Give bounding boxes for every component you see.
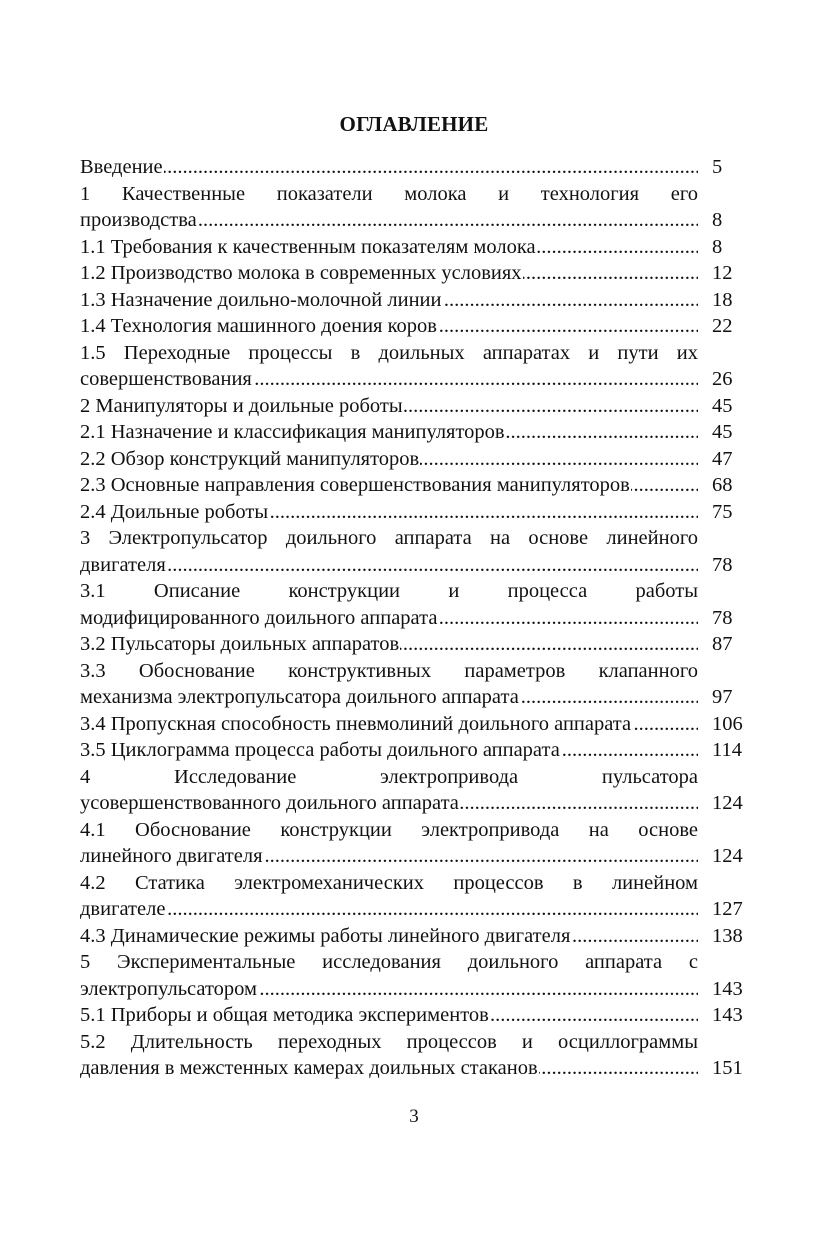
toc-entry-page-number: 12 xyxy=(712,262,733,284)
toc-entry-title: 3.5 Циклограмма процесса работы доильного аппарата xyxy=(80,739,560,761)
toc-entry-title: усовершенствованного доильного аппарата xyxy=(80,792,459,814)
toc-entry-title: 4.3 Динамические режимы работы линейного двигателя xyxy=(80,924,571,947)
toc-entry[interactable] xyxy=(80,949,752,1002)
toc-entry-title: 2.3 Основные направления совершенствования манипуляторов xyxy=(80,474,630,496)
toc-entry[interactable] xyxy=(80,472,752,499)
toc-entry-title: 2.4 Доильные роботы xyxy=(80,500,269,523)
toc-entry-page-number: 45 xyxy=(712,421,733,443)
toc-entry-title: давления в межстенных камерах доильных стаканов xyxy=(80,1057,538,1079)
toc-entry[interactable] xyxy=(80,711,752,738)
toc-entry-page-number: 45 xyxy=(712,394,733,417)
toc-entry-page-number: 87 xyxy=(712,633,733,655)
toc-entry-page-number: 75 xyxy=(712,500,733,523)
toc-entry-title: 1.3 Назначение доильно-молочной линии xyxy=(80,288,442,311)
toc-entry-page-number: 124 xyxy=(712,792,743,814)
toc-entry-leader-line xyxy=(80,260,698,287)
toc-entry-leader-line xyxy=(80,313,698,340)
toc-entry-title: Введение xyxy=(80,156,163,178)
toc-entry-page-number: 106 xyxy=(712,712,743,735)
table-of-contents xyxy=(80,154,752,1082)
toc-entry-title: электропульсатором xyxy=(80,977,257,1000)
toc-entry[interactable] xyxy=(80,525,752,578)
toc-entry[interactable] xyxy=(80,181,752,234)
toc-entry[interactable] xyxy=(80,658,752,711)
toc-entry-title: механизма электропульсатора доильного аппарата xyxy=(80,686,519,708)
toc-entry-title: 1.1 Требования к качественным показателям молока xyxy=(80,235,536,258)
toc-entry-page-number: 127 xyxy=(712,898,743,920)
toc-entry-leader-line xyxy=(80,605,698,632)
toc-entry-title: совершенствования xyxy=(80,368,252,390)
toc-entry-leader-line xyxy=(80,499,698,526)
toc-entry-leader-line xyxy=(80,711,698,738)
toc-entry[interactable] xyxy=(80,313,752,340)
toc-entry-leader-line xyxy=(80,737,698,764)
toc-entry-leader-line xyxy=(80,393,698,420)
toc-entry-leader-line xyxy=(80,631,698,658)
toc-entry-page-number: 143 xyxy=(712,1004,743,1026)
toc-entry[interactable] xyxy=(80,419,752,446)
toc-entry-leader-line xyxy=(80,472,698,499)
toc-entry-title-line: 4.2 Статика электромеханических процессов в линейном xyxy=(80,871,698,894)
toc-entry-title: 1.2 Производство молока в современных условиях xyxy=(80,262,522,284)
toc-entry-title: двигателе xyxy=(80,898,166,920)
toc-entry-page-number: 8 xyxy=(712,235,723,258)
toc-entry-title: двигателя xyxy=(80,553,166,576)
toc-entry-title-line: 5.2 Длительность переходных процессов и осциллограммы xyxy=(80,1030,698,1053)
toc-entry-leader-line xyxy=(80,207,698,234)
page-number: 3 xyxy=(409,1106,419,1127)
toc-entry-leader-line xyxy=(80,1055,698,1082)
toc-entry[interactable] xyxy=(80,764,752,817)
toc-entry[interactable] xyxy=(80,499,752,526)
toc-entry-title: линейного двигателя xyxy=(80,845,263,867)
toc-entry-title: 1.4 Технология машинного доения коров xyxy=(80,315,437,337)
toc-entry-title-line: 4.1 Обоснование конструкции электропривода на основе xyxy=(80,818,698,841)
toc-entry-page-number: 78 xyxy=(712,553,733,576)
toc-entry[interactable] xyxy=(80,1029,752,1082)
toc-entry[interactable] xyxy=(80,737,752,764)
toc-entry-leader-line xyxy=(80,1002,698,1029)
toc-entry-page-number: 22 xyxy=(712,315,733,337)
toc-entry-leader-line xyxy=(80,790,698,817)
toc-entry-leader-line xyxy=(80,976,698,1003)
toc-entry-page-number: 138 xyxy=(712,924,743,947)
toc-entry-page-number: 8 xyxy=(712,209,723,231)
toc-entry-title: 3.4 Пропускная способность пневмолиний доильного аппарата xyxy=(80,712,632,735)
toc-entry-leader-line xyxy=(80,366,698,393)
toc-entry-page-number: 124 xyxy=(712,845,743,867)
toc-entry-page-number: 5 xyxy=(712,156,723,178)
toc-entry-title-line: 3 Электропульсатор доильного аппарата на основе линейного xyxy=(80,527,698,549)
toc-entry-leader-line xyxy=(80,552,698,579)
toc-entry[interactable] xyxy=(80,234,752,261)
toc-entry-title: 3.2 Пульсаторы доильных аппаратов xyxy=(80,633,400,655)
toc-entry-title-line: 5 Экспериментальные исследования доильного аппарата с xyxy=(80,951,698,973)
toc-entry[interactable] xyxy=(80,154,752,181)
toc-entry-page-number: 151 xyxy=(712,1057,743,1079)
toc-entry-leader-line xyxy=(80,234,698,261)
toc-entry[interactable] xyxy=(80,631,752,658)
toc-entry-leader-line xyxy=(80,419,698,446)
toc-entry[interactable] xyxy=(80,817,752,870)
toc-entry-title-line: 3.3 Обоснование конструктивных параметров клапанного xyxy=(80,659,698,682)
toc-entry-page-number: 78 xyxy=(712,606,733,629)
toc-entry-page-number: 47 xyxy=(712,447,733,470)
toc-entry-leader-line xyxy=(80,154,698,181)
toc-entry-page-number: 26 xyxy=(712,368,733,390)
toc-entry[interactable] xyxy=(80,340,752,393)
toc-entry-title-line: 1 Качественные показатели молока и технология его xyxy=(80,182,698,205)
toc-entry[interactable] xyxy=(80,870,752,923)
toc-entry[interactable] xyxy=(80,578,752,631)
page-title: ОГЛАВЛЕНИЕ xyxy=(339,112,489,136)
toc-entry-title: производства xyxy=(80,209,197,231)
toc-entry-title: 2.2 Обзор конструкций манипуляторов xyxy=(80,447,420,470)
toc-entry[interactable] xyxy=(80,923,752,950)
toc-entry-title: модифицированного доильного аппарата xyxy=(80,606,438,629)
toc-entry-leader-line xyxy=(80,446,698,473)
toc-entry-title: 2.1 Назначение и классификация манипуляторов xyxy=(80,421,505,443)
toc-entry[interactable] xyxy=(80,260,752,287)
toc-entry-title: 2 Манипуляторы и доильные роботы xyxy=(80,394,403,417)
toc-entry[interactable] xyxy=(80,287,752,314)
toc-entry-leader-line xyxy=(80,896,698,923)
toc-entry-page-number: 18 xyxy=(712,288,733,311)
toc-entry-title: 5.1 Приборы и общая методика экспериментов xyxy=(80,1004,489,1026)
toc-entry-title-line: 1.5 Переходные процессы в доильных аппаратах и пути их xyxy=(80,341,698,364)
toc-entry-page-number: 97 xyxy=(712,686,733,708)
toc-entry[interactable] xyxy=(80,1002,752,1029)
toc-entry-title-line: 4 Исследование электропривода пульсатора xyxy=(80,765,698,788)
toc-entry-leader-line xyxy=(80,287,698,314)
toc-entry-page-number: 114 xyxy=(712,739,742,761)
toc-entry-leader-line xyxy=(80,684,698,711)
toc-entry-page-number: 68 xyxy=(712,474,733,496)
toc-entry-page-number: 143 xyxy=(712,977,743,1000)
toc-entry-leader-line xyxy=(80,843,698,870)
toc-entry[interactable] xyxy=(80,446,752,473)
toc-entry-leader-line xyxy=(80,923,698,950)
toc-entry-title-line: 3.1 Описание конструкции и процесса работы xyxy=(80,580,698,602)
toc-entry[interactable] xyxy=(80,393,752,420)
